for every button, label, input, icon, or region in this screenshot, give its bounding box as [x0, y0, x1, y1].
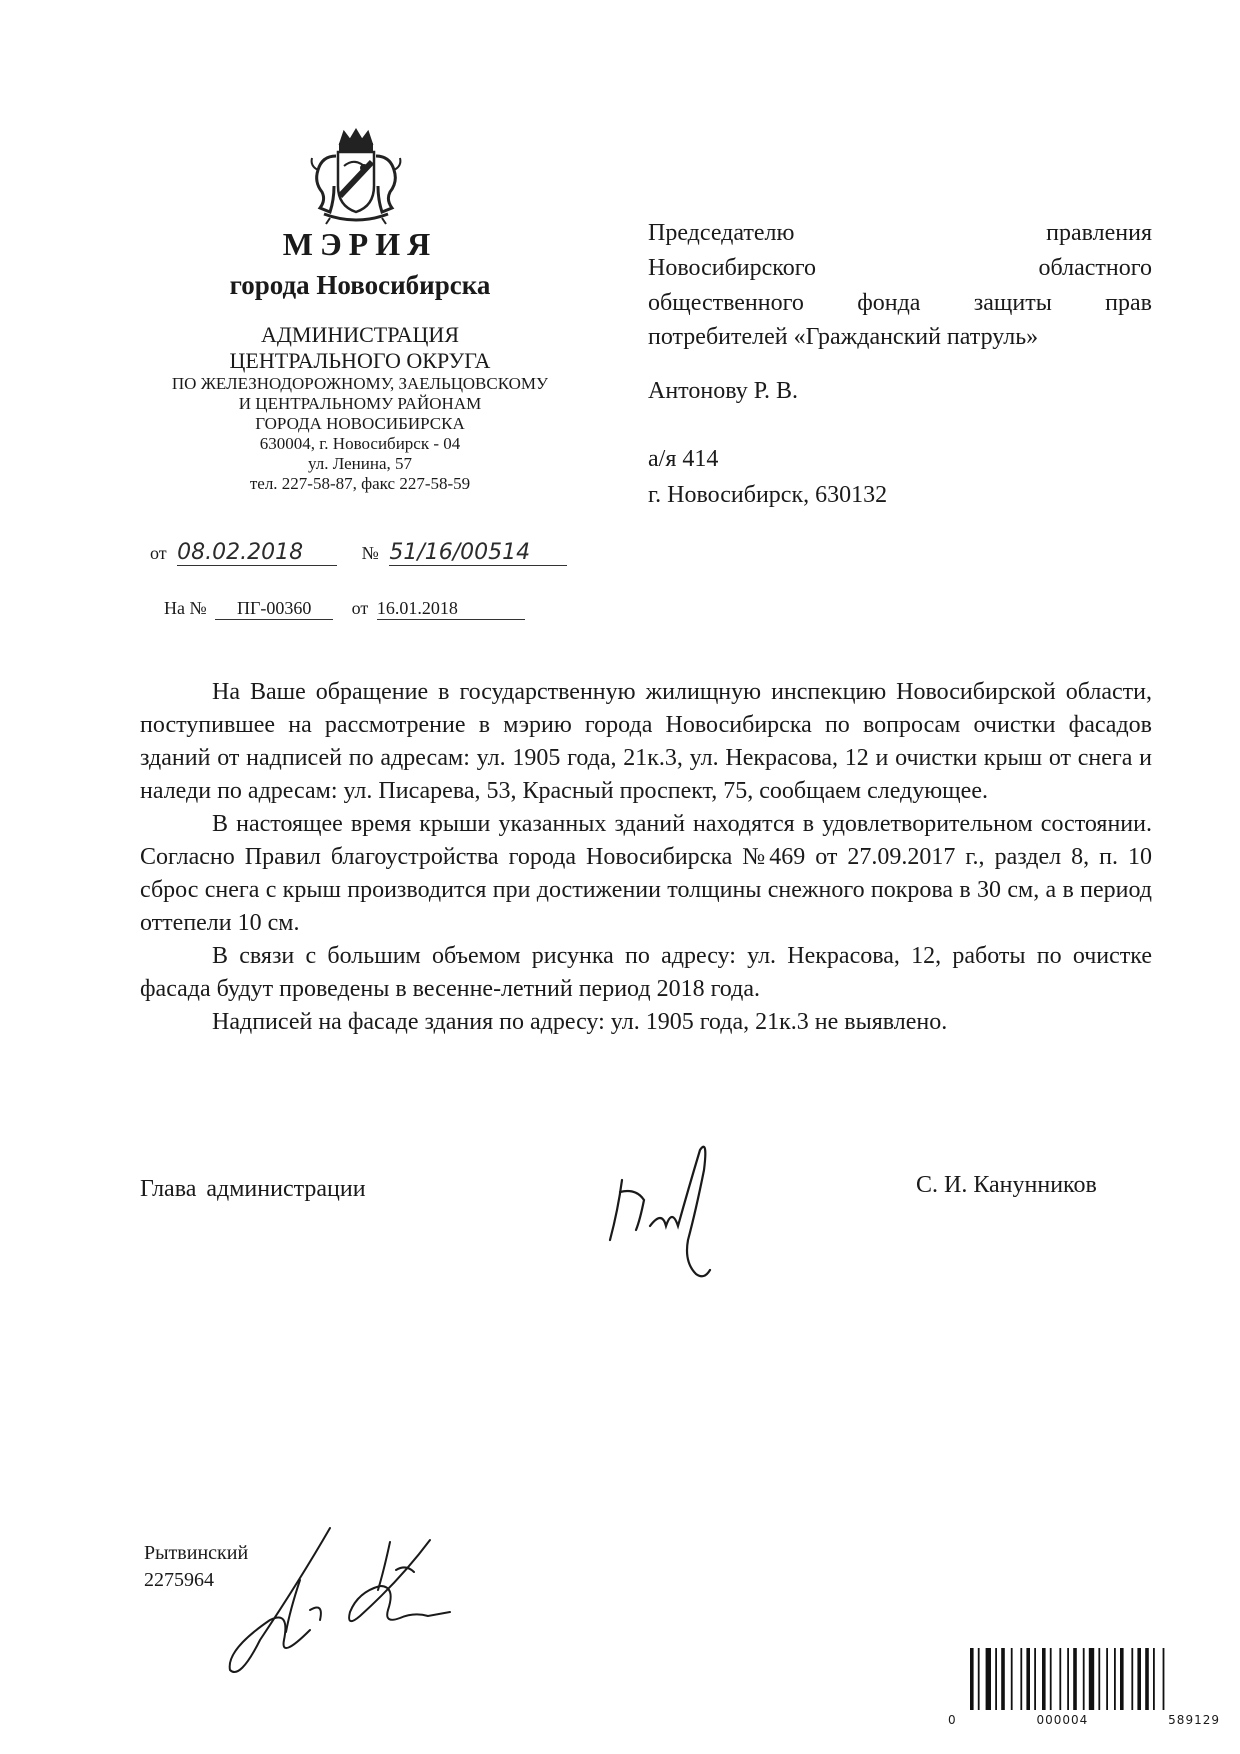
letter-body: [140, 676, 1152, 1039]
ref-prefix: На №: [164, 598, 207, 618]
recipient-line-4: потребителей «Гражданский патруль»: [648, 324, 1039, 351]
org-title: МЭРИЯ: [282, 226, 438, 262]
admin-line-1: АДМИНИСТРАЦИЯ: [261, 322, 459, 347]
signatory-title: Глава администрации: [140, 1176, 366, 1202]
barcode-digits-middle: 000004: [1036, 1713, 1089, 1727]
executor-phone: 2275964: [144, 1569, 214, 1591]
recipient-line-1: Председателю правления: [648, 220, 1152, 246]
ref-date: 16.01.2018: [377, 598, 525, 620]
date-prefix: от: [150, 543, 167, 563]
handwritten-date: 08.02.2018: [177, 540, 304, 565]
barcode-bars-icon: [948, 1648, 1220, 1710]
city-coat-of-arms-icon: [300, 126, 412, 226]
barcode-digits-right: 589129: [1168, 1713, 1220, 1727]
number-field: [389, 540, 567, 566]
org-city: города Новосибирска: [229, 270, 491, 300]
recipient-line-2: Новосибирского областного: [648, 254, 1152, 281]
handwritten-number: 51/16/00514: [389, 540, 531, 565]
barcode-number: [948, 1713, 1220, 1727]
handwritten-signature-icon: [592, 1130, 742, 1290]
recipient-line-3: общественного фонда защиты прав: [648, 289, 1152, 316]
admin-block: [120, 322, 600, 494]
body-paragraph-3: В связи с большим объемом рисунка по адресу: ул. Некрасова, 12, работы по очистке фасада будут проведены в весенне-летний период 2018 года.: [140, 943, 1152, 1002]
addressee: Антонову Р. В.: [648, 378, 799, 404]
recipient-block: [648, 216, 1152, 355]
recipient-city: г. Новосибирск, 630132: [648, 482, 888, 508]
number-prefix: №: [361, 543, 379, 563]
postal-address: 630004, г. Новосибирск - 04: [259, 434, 461, 454]
ref-date-prefix: от: [351, 598, 369, 618]
phone-fax: тел. 227-58-87, факс 227-58-59: [249, 474, 471, 494]
body-paragraph-4: Надписей на фасаде здания по адресу: ул. 1905 года, 21к.3 не выявлено.: [212, 1009, 948, 1035]
barcode-digit-left: 0: [948, 1713, 957, 1727]
executor-signature-icon: [200, 1520, 460, 1690]
district-line-2: И ЦЕНТРАЛЬНОМУ РАЙОНАМ: [238, 393, 482, 413]
body-paragraph-1: На Ваше обращение в государственную жилищную инспекцию Новосибирской области, поступившее на рассмотрение в мэрию города Новосибирска по вопросам очистки фасадов зданий от надписей по адресам: ул. 1905 года, 21к.3, ул. Некрасова, 12 и очистки крыш от снега и наледи по адресам: ул. Писарева, 53, Красный проспект, 75, сообщаем следующее.: [140, 679, 1152, 804]
reference-registration: [164, 598, 525, 620]
street-address: ул. Ленина, 57: [307, 454, 413, 474]
ref-number: ПГ-00360: [215, 598, 333, 620]
district-line-3: ГОРОДА НОВОСИБИРСКА: [255, 414, 465, 433]
outgoing-registration: [150, 540, 567, 566]
recipient-address: [648, 441, 887, 513]
admin-line-2: ЦЕНТРАЛЬНОГО ОКРУГА: [229, 347, 491, 373]
po-box: а/я 414: [648, 446, 719, 472]
district-line-1: ПО ЖЕЛЕЗНОДОРОЖНОМУ, ЗАЕЛЬЦОВСКОМУ: [171, 373, 549, 393]
signatory-name: С. И. Канунников: [916, 1172, 1097, 1198]
date-field: [177, 540, 337, 566]
body-paragraph-2: В настоящее время крыши указанных зданий находятся в удовлетворительном состоянии. Согласно Правил благоустройства города Новосибирска №469 от 27.09.2017 г., раздел 8, п. 10 сброс снега с крыш производится при достижении толщины снежного покрова в 30 см, а в период оттепели 10 см.: [140, 811, 1152, 936]
barcode: [948, 1648, 1220, 1738]
executor-name: Рытвинский: [144, 1542, 249, 1564]
